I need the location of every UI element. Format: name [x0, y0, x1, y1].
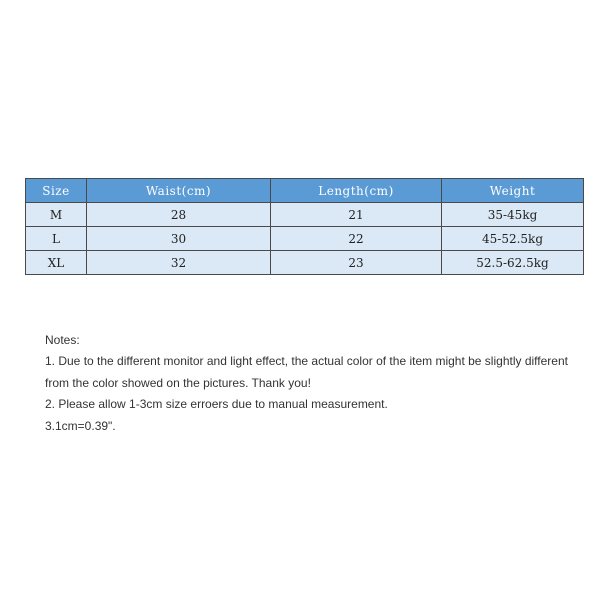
cell-length: 21: [271, 203, 442, 227]
notes-title: Notes:: [45, 333, 80, 347]
cell-waist: 28: [87, 203, 271, 227]
cell-waist: 30: [87, 227, 271, 251]
size-chart-table: [25, 178, 584, 275]
note-line: 3.1cm=0.39".: [45, 418, 116, 433]
cell-length: 22: [271, 227, 442, 251]
header-size: Size: [26, 179, 87, 203]
header-weight: Weight: [442, 179, 584, 203]
cell-waist: 32: [87, 251, 271, 275]
cell-size: L: [26, 227, 87, 251]
header-length: Length(cm): [271, 179, 442, 203]
cell-weight: 35-45kg: [442, 203, 584, 227]
notes-section: [45, 330, 585, 437]
table-row: [26, 251, 584, 275]
table-row: [26, 227, 584, 251]
cell-size: M: [26, 203, 87, 227]
table-row: [26, 203, 584, 227]
table-header-row: [26, 179, 584, 203]
note-line: 1. Due to the different monitor and light effect, the actual color of the item might be slightly different from the color showed on the pictures. Thank you!: [45, 354, 568, 390]
cell-size: XL: [26, 251, 87, 275]
note-line: 2. Please allow 1-3cm size erroers due to manual measurement.: [45, 397, 388, 412]
cell-length: 23: [271, 251, 442, 275]
cell-weight: 52.5-62.5kg: [442, 251, 584, 275]
header-waist: Waist(cm): [87, 179, 271, 203]
cell-weight: 45-52.5kg: [442, 227, 584, 251]
